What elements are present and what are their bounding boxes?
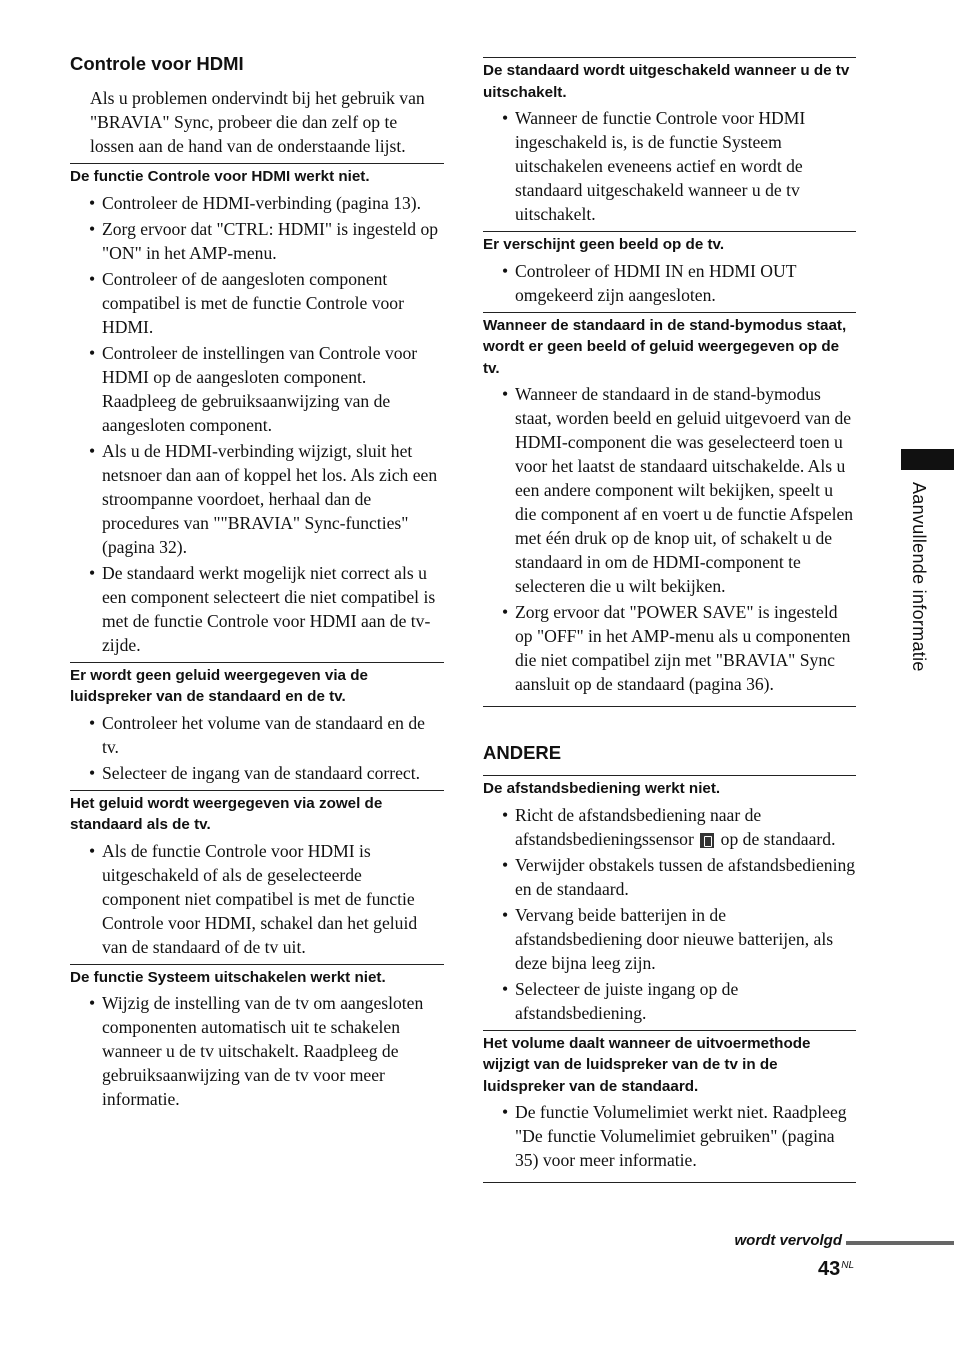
side-tab-label: Aanvullende informatie — [909, 482, 929, 672]
list-item: • Wanneer de functie Controle voor HDMI ingeschakeld is, is de functie Systeem uitschakelen eveneens actief en wordt de standaard uitgeschakeld wanneer u de tv uitschakelt. — [483, 106, 856, 226]
list-item-text: Richt de afstandsbediening naar de afstandsbedieningssensor — [515, 804, 762, 849]
topic-title: De functie Controle voor HDMI werkt niet. — [70, 168, 370, 185]
topic-block — [70, 662, 444, 785]
list-item: • Selecteer de juiste ingang op de afstandsbediening. — [483, 977, 856, 1025]
topic-block — [70, 790, 444, 959]
bullet-list — [70, 991, 444, 1111]
list-item: • Als de functie Controle voor HDMI is uitgeschakeld of als de geselecteerde component niet compatibel is met de functie Controle voor HDMI, schakel dan het geluid van de standaard of de tv uit. — [70, 839, 444, 959]
topic-block — [70, 163, 444, 657]
bullet-list — [483, 106, 856, 226]
remote-sensor-icon — [700, 833, 714, 848]
intro-paragraph: Als u problemen ondervindt bij het gebruik van "BRAVIA" Sync, probeer die dan zelf op te lossen aan de hand van de onderstaande lijst. — [90, 88, 425, 156]
topic-block — [483, 1030, 856, 1184]
topic-block — [70, 964, 444, 1112]
list-item: • Zorg ervoor dat "POWER SAVE" is ingesteld op "OFF" in het AMP-menu als u componenten die niet compatibel zijn met "BRAVIA" Sync aansluit op de standaard (pagina 36). — [483, 600, 856, 696]
left-column — [70, 50, 444, 1116]
bullet-list — [483, 382, 856, 696]
bullet-list — [70, 839, 444, 959]
topic-title: Het volume daalt wanneer de uitvoermethode wijzigt van de luidspreker van de tv in de luidspreker van de standaard. — [483, 1034, 811, 1095]
page-number-suffix: NL — [841, 1260, 855, 1271]
list-item: • Verwijder obstakels tussen de afstandsbediening en de standaard. — [483, 853, 856, 901]
side-tab-marker — [901, 449, 954, 470]
topic-title: De standaard wordt uitgeschakeld wanneer u de tv uitschakelt. — [483, 62, 850, 101]
topic-block — [483, 231, 856, 307]
topic-block — [483, 775, 856, 1025]
list-item: • Controleer de instellingen van Controle voor HDMI op de aangesloten component. Raadpleeg de gebruiksaanwijzing van de aangesloten component. — [70, 341, 444, 437]
topic-title: Er wordt geen geluid weergegeven via de luidspreker van de standaard en de tv. — [70, 666, 368, 705]
list-item-text: op de standaard. — [720, 828, 836, 849]
topic-block — [483, 312, 856, 708]
list-item: • Zorg ervoor dat "CTRL: HDMI" is ingesteld op "ON" in het AMP-menu. — [70, 217, 444, 265]
list-item: • Controleer het volume van de standaard en de tv. — [70, 711, 444, 759]
topic-block — [483, 57, 856, 226]
list-item: • Als u de HDMI-verbinding wijzigt, sluit het netsnoer dan aan of koppel het los. Als zich een stroompanne voordoet, herhaal dan de procedures van ""BRAVIA" Sync-functies" (pagina 32). — [70, 439, 444, 559]
topic-title: De functie Systeem uitschakelen werkt niet. — [70, 968, 386, 986]
list-item — [483, 803, 856, 851]
bullet-list — [483, 1100, 856, 1172]
right-column — [483, 50, 856, 1183]
list-item: • Controleer of de aangesloten component compatibel is met de functie Controle voor HDMI. — [70, 267, 444, 339]
list-item: • Controleer de HDMI-verbinding (pagina 13). — [70, 191, 444, 215]
page-number — [818, 1258, 854, 1281]
topic-title: De afstandsbediening werkt niet. — [483, 780, 721, 797]
continued-label: wordt vervolgd — [734, 1232, 842, 1249]
section-heading-andere: ANDERE — [483, 742, 562, 763]
bullet-list — [70, 711, 444, 785]
topic-title: Het geluid wordt weergegeven via zowel de standaard als de tv. — [70, 794, 383, 833]
page-number-value: 43 — [818, 1258, 841, 1280]
bullet-list — [483, 803, 856, 1025]
list-item: • Wanneer de standaard in de stand-bymodus staat, worden beeld en geluid uitgevoerd van de HDMI-component die was geselecteerd toen u voor het laatst de standaard uitschakelde. Als u een andere component wilt bekijken, speelt u die component af en voert u de functie Afspelen met één druk op de knop uit, of schakelt u de standaard in om de HDMI-component te selecteren die u wilt bekijken. — [483, 382, 856, 598]
topic-title: Er verschijnt geen beeld op de tv. — [483, 236, 725, 253]
list-item: • Wijzig de instelling van de tv om aangesloten componenten automatisch uit te schakelen wanneer u de tv uitschakelt. Raadpleeg de gebruiksaanwijzing van de tv voor meer informatie. — [70, 991, 444, 1111]
list-item: • Vervang beide batterijen in de afstandsbediening door nieuwe batterijen, als deze bijna leeg zijn. — [483, 903, 856, 975]
list-item: • De functie Volumelimiet werkt niet. Raadpleeg "De functie Volumelimiet gebruiken" (pagina 35) voor meer informatie. — [483, 1100, 856, 1172]
list-item: • De standaard werkt mogelijk niet correct als u een component selecteert die niet compatibel is met de functie Controle voor HDMI aan de tv-zijde. — [70, 561, 444, 657]
continued-bar — [846, 1241, 954, 1245]
list-item: • Controleer of HDMI IN en HDMI OUT omgekeerd zijn aangesloten. — [483, 259, 856, 307]
section-heading-hdmi: Controle voor HDMI — [70, 53, 244, 74]
topic-title: Wanneer de standaard in de stand-bymodus staat, wordt er geen beeld of geluid weergegeven op de tv. — [483, 316, 847, 377]
bullet-list — [483, 259, 856, 307]
list-item: • Selecteer de ingang van de standaard correct. — [70, 761, 444, 785]
bullet-list — [70, 191, 444, 657]
